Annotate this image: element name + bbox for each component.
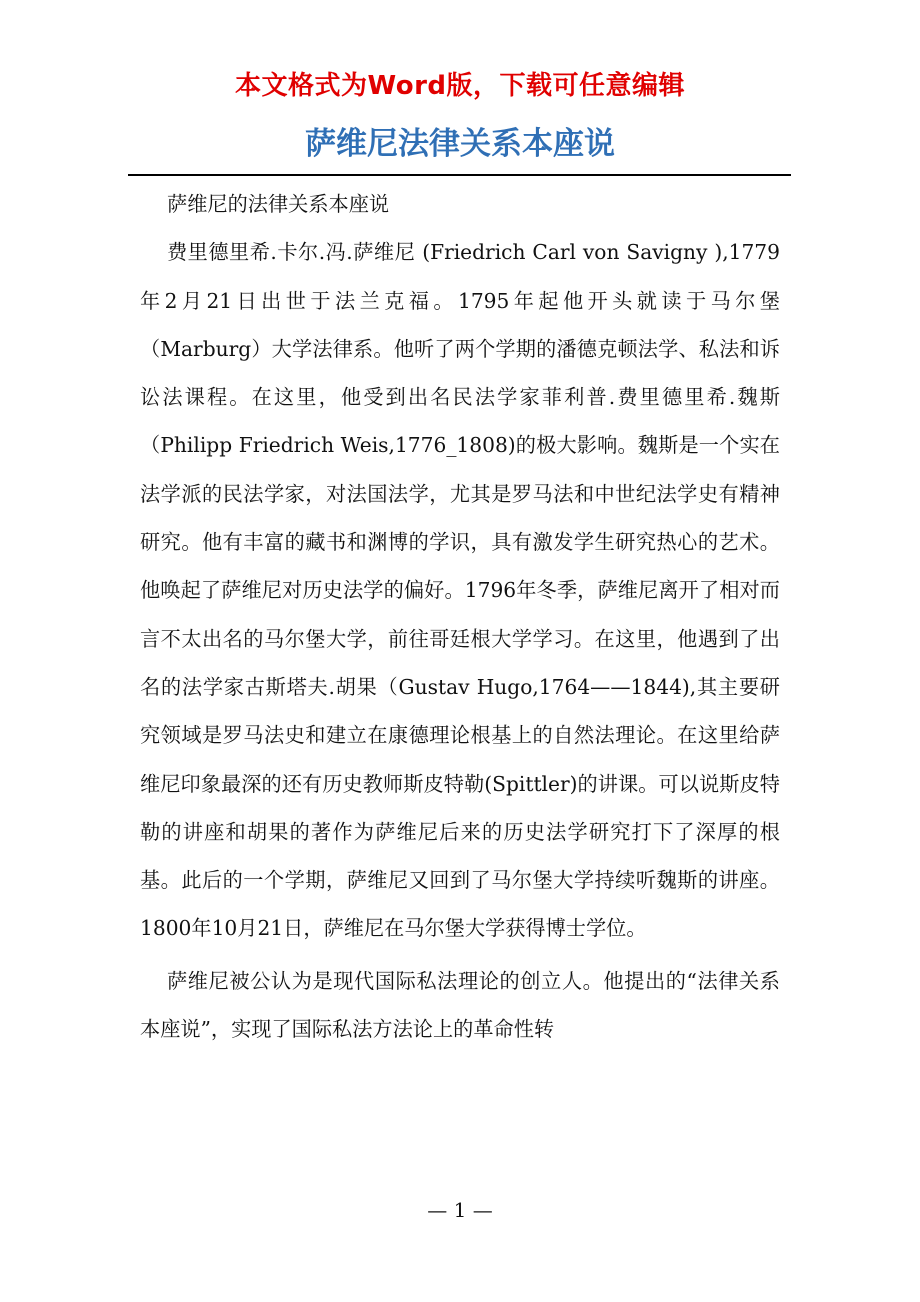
page-number: — 1 —	[427, 1198, 493, 1222]
paragraph-biography: 费里德里希.卡尔.冯.萨维尼 (Friedrich Carl von Savigny ),1779年2月21日出世于法兰克福。1795年起他开头就读于马尔堡（Marburg）大学法律系。他听了两个学期的潘德克顿法学、私法和诉讼法课程。在这里，他受到出名民法学家菲利普.费里德里希.魏斯（Philipp Friedrich Weis,1776_1808)的极大影响。魏斯是一个实在法学派的民法学家，对法国法学，尤其是罗马法和中世纪法学史有精神研究。他有丰富的藏书和渊博的学识，具有激发学生研究热心的艺术。他唤起了萨维尼对历史法学的偏好。1796年冬季，萨维尼离开了相对而言不太出名的马尔堡大学，前往哥廷根大学学习。在这里，他遇到了出名的法学家古斯塔夫.胡果（Gustav Hugo,1764——1844),其主要研究领域是罗马法史和建立在康德理论根基上的自然法理论。在这里给萨维尼印象最深的还有历史教师斯皮特勒(Spittler)的讲课。可以说斯皮特勒的讲座和胡果的著作为萨维尼后来的历史法学研究打下了深厚的根基。此后的一个学期，萨维尼又回到了马尔堡大学持续听魏斯的讲座。1800年10月21日，萨维尼在马尔堡大学获得博士学位。	[140, 240, 780, 941]
title-divider	[128, 174, 791, 176]
paragraph-theory: 萨维尼被公认为是现代国际私法理论的创立人。他提出的“法律关系本座说”，实现了国际私法方法论上的革命性转	[140, 968, 780, 1042]
format-notice-banner: 本文格式为Word版，下载可任意编辑	[234, 71, 686, 101]
section-heading: 萨维尼的法律关系本座说	[167, 192, 390, 216]
document-title: 萨维尼法律关系本座说	[305, 126, 615, 162]
document-body	[140, 180, 780, 1053]
